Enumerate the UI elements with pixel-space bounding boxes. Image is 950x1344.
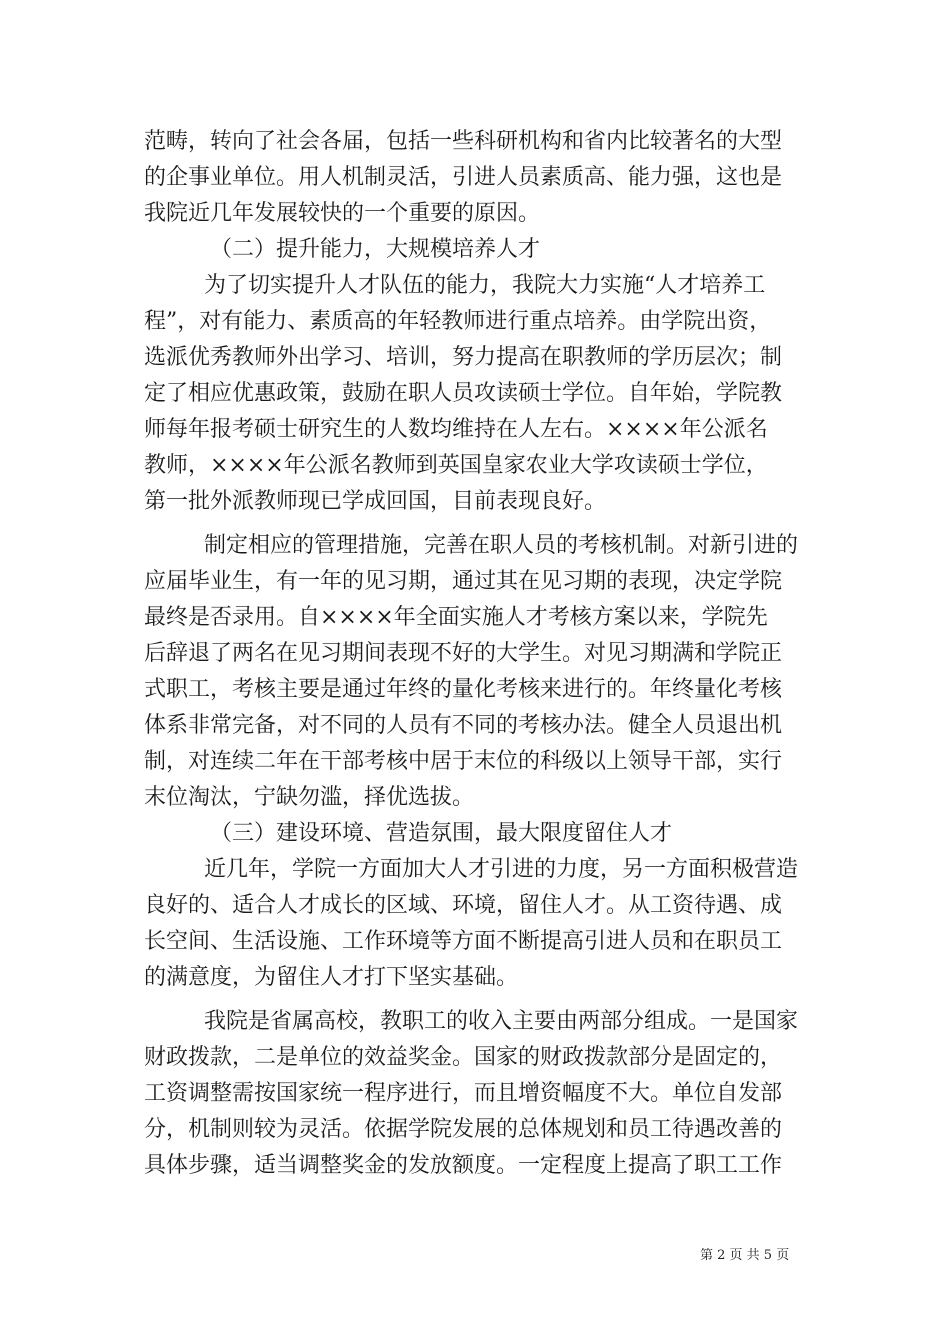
text-line: 师每年报考硕士研究生的人数均维持在人左右。××××年公派名 — [144, 417, 768, 442]
text-line: 长空间、生活设施、工作环境等方面不断提高引进人员和在职员工 — [144, 929, 783, 954]
text-line: 应届毕业生，有一年的见习期，通过其在见习期的表现，决定学院 — [144, 569, 783, 594]
text-line: 的满意度，为留住人才打下坚实基础。 — [144, 965, 519, 990]
text-line: 我院近几年发展较快的一个重要的原因。 — [144, 201, 541, 226]
section-heading-2: （二）提升能力，大规模培养人才 — [210, 237, 541, 262]
text-line: 制定相应的管理措施，完善在职人员的考核机制。对新引进的 — [204, 533, 799, 558]
text-line: 后辞退了两名在见习期间表现不好的大学生。对见习期满和学院正 — [144, 641, 783, 666]
text-line: 末位淘汰，宁缺勿滥，择优选拔。 — [144, 785, 475, 810]
document-body — [144, 124, 806, 1184]
text-line: 教师，××××年公派名教师到英国皇家农业大学攻读硕士学位， — [144, 453, 768, 478]
text-line: 制，对连续二年在干部考核中居于末位的科级以上领导干部，实行 — [144, 749, 783, 774]
text-line: 具体步骤，适当调整奖金的发放额度。一定程度上提高了职工工作 — [144, 1153, 783, 1178]
text-line: 财政拨款，二是单位的效益奖金。国家的财政拨款部分是固定的， — [144, 1045, 783, 1070]
text-line: 式职工，考核主要是通过年终的量化考核来进行的。年终量化考核 — [144, 677, 783, 702]
page-number-footer: 第 2 页 共 5 页 — [700, 1248, 790, 1263]
text-line: 最终是否录用。自××××年全面实施人才考核方案以来，学院先 — [144, 605, 768, 630]
text-line: 分，机制则较为灵活。依据学院发展的总体规划和员工待遇改善的 — [144, 1117, 783, 1142]
text-line: 定了相应优惠政策，鼓励在职人员攻读硕士学位。自年始，学院教 — [144, 381, 783, 406]
text-line: 的企事业单位。用人机制灵活，引进人员素质高、能力强，这也是 — [144, 165, 783, 190]
text-line: 体系非常完备，对不同的人员有不同的考核办法。健全人员退出机 — [144, 713, 783, 738]
text-line: 选派优秀教师外出学习、培训，努力提高在职教师的学历层次；制 — [144, 345, 783, 370]
text-line: 程”，对有能力、素质高的年轻教师进行重点培养。由学院出资， — [144, 309, 772, 334]
text-line: 我院是省属高校，教职工的收入主要由两部分组成。一是国家 — [204, 1009, 799, 1034]
text-line: 为了切实提升人才队伍的能力，我院大力实施“人才培养工 — [204, 273, 766, 298]
text-line: 工资调整需按国家统一程序进行，而且增资幅度不大。单位自发部 — [144, 1081, 783, 1106]
text-line: 第一批外派教师现已学成回国，目前表现良好。 — [144, 489, 607, 514]
text-line: 范畴，转向了社会各届，包括一些科研机构和省内比较著名的大型 — [144, 129, 783, 154]
section-heading-3: （三）建设环境、营造氛围，最大限度留住人才 — [210, 821, 673, 846]
text-line: 良好的、适合人才成长的区域、环境，留住人才。从工资待遇、成 — [144, 893, 783, 918]
text-line: 近几年，学院一方面加大人才引进的力度，另一方面积极营造 — [204, 857, 799, 882]
